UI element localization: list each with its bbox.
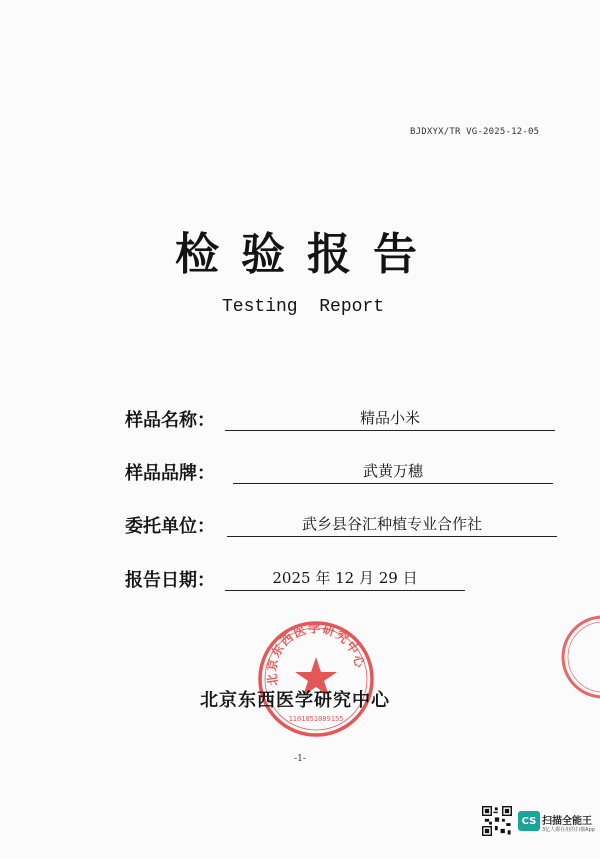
field-label: 样品名称： — [125, 410, 215, 431]
partial-seal-stamp — [545, 612, 600, 702]
field-value: 武黄万穗 — [233, 460, 553, 484]
field-value: 精品小米 — [225, 407, 555, 431]
field-value: 2025 年 12 月 29 日 — [225, 567, 465, 591]
seal-number: 1101051089155 — [288, 715, 344, 723]
seal-ring-text: 北京东西医学研究中心 — [264, 621, 368, 687]
page-number: -1- — [294, 754, 306, 764]
qr-code-icon — [482, 806, 512, 836]
field-label: 委托单位： — [125, 516, 215, 537]
camscanner-logo-icon: CS — [518, 811, 540, 831]
camscanner-brand: 扫描全能王 — [542, 816, 592, 827]
camscanner-tagline: 3亿人都在用的扫描App — [542, 827, 595, 833]
official-seal-stamp — [256, 619, 376, 739]
document-number: BJDXYX/TR VG-2025-12-05 — [410, 127, 540, 137]
report-title-en: Testing Report — [222, 297, 385, 317]
field-label: 样品品牌： — [125, 463, 215, 484]
camscanner-watermark — [478, 806, 600, 856]
field-label: 报告日期： — [125, 570, 215, 591]
issuer-name: 北京东西医学研究中心 — [200, 690, 390, 711]
field-value: 武乡县谷汇种植专业合作社 — [227, 513, 557, 537]
report-title-cn: 检验报告 — [175, 229, 439, 280]
